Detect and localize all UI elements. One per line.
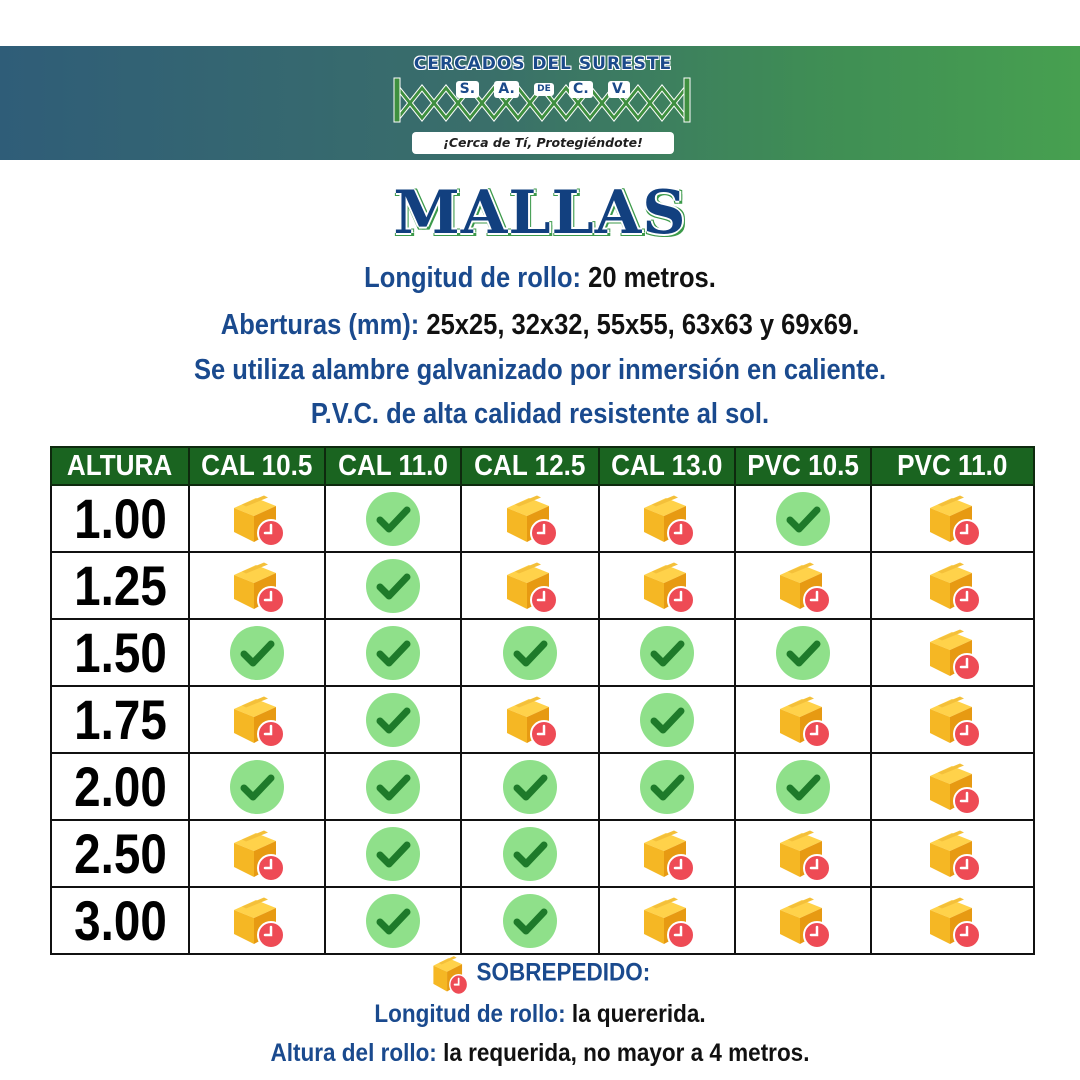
altura-cell: 1.25 [51,552,189,619]
availability-cell [871,485,1034,552]
altura-cell: 2.00 [51,753,189,820]
box-clock-icon [924,624,982,682]
box-clock-icon [924,691,982,749]
availability-cell [189,485,325,552]
table-row [51,753,1034,820]
info-label: Aberturas (mm): [220,309,420,341]
availability-cell [325,753,461,820]
availability-cell [325,619,461,686]
availability-cell [461,820,599,887]
availability-cell [871,686,1034,753]
box-clock-icon [228,490,286,548]
legend-value: la quererida. [571,1000,706,1028]
page-title: MALLAS [393,178,687,248]
box-clock-icon [638,557,696,615]
header-cal-13-0: CAL 13.0 [599,447,735,485]
box-clock-icon [774,691,832,749]
box-clock-icon [924,490,982,548]
availability-cell [461,552,599,619]
box-clock-icon [501,557,559,615]
availability-cell [461,887,599,954]
availability-cell [461,485,599,552]
info-label: P.V.C. de alta calidad resistente al sol. [310,398,770,430]
table-row [51,686,1034,753]
box-clock-icon [228,691,286,749]
availability-cell [461,753,599,820]
info-label: Longitud de rollo: [364,262,582,294]
legend-line-roll-length [54,1000,1026,1029]
box-clock-icon [924,825,982,883]
availability-cell [599,552,735,619]
availability-cell [189,619,325,686]
legend-title-line [54,952,1026,996]
altura-cell: 1.00 [51,485,189,552]
check-circle-icon [364,624,422,682]
box-clock-icon [774,557,832,615]
table-row [51,887,1034,954]
legend-value: la requerida, no mayor a 4 metros. [443,1039,810,1067]
check-circle-icon [501,758,559,816]
legend-title: SOBREPEDIDO: [476,958,651,987]
logo-letter-de: DE [534,83,554,96]
availability-cell [189,686,325,753]
availability-cell [325,686,461,753]
legend-label: Longitud de rollo: [374,1000,566,1028]
altura-cell: 3.00 [51,887,189,954]
availability-cell [871,887,1034,954]
logo-slogan: ¡Cerca de Tí, Protegiéndote! [412,132,674,154]
box-clock-icon [774,892,832,950]
box-clock-icon [638,825,696,883]
header-pvc-11-0: PVC 11.0 [871,447,1034,485]
check-circle-icon [364,892,422,950]
availability-cell [871,753,1034,820]
check-circle-icon [638,624,696,682]
check-circle-icon [364,557,422,615]
info-label: Se utiliza alambre galvanizado por inmersión en caliente. [193,354,887,386]
header-cal-12-5: CAL 12.5 [461,447,599,485]
check-circle-icon [364,825,422,883]
check-circle-icon [774,758,832,816]
availability-cell [735,686,871,753]
box-clock-icon [924,557,982,615]
availability-cell [325,887,461,954]
info-line-roll-length [65,262,1015,295]
box-clock-icon [228,557,286,615]
availability-cell [599,887,735,954]
altura-cell: 1.50 [51,619,189,686]
box-clock-icon [638,892,696,950]
info-line-pvc [65,398,1015,431]
header-cal-10-5: CAL 10.5 [189,447,325,485]
availability-cell [871,619,1034,686]
header-altura: ALTURA [51,447,189,485]
logo-letter-v: V. [608,81,630,98]
availability-cell [735,619,871,686]
legend-label: Altura del rollo: [270,1039,437,1067]
box-clock-icon [924,892,982,950]
availability-cell [599,820,735,887]
logo-company-name: CERCADOS DEL SURESTE [413,54,673,74]
check-circle-icon [774,624,832,682]
check-circle-icon [501,624,559,682]
box-clock-icon [228,892,286,950]
company-logo [388,52,698,156]
box-clock-icon [774,825,832,883]
box-clock-icon [501,490,559,548]
check-circle-icon [364,691,422,749]
check-circle-icon [228,624,286,682]
box-clock-icon [228,825,286,883]
availability-cell [735,820,871,887]
availability-cell [189,753,325,820]
header-pvc-10-5: PVC 10.5 [735,447,871,485]
availability-cell [599,686,735,753]
header-cal-11-0: CAL 11.0 [325,447,461,485]
check-circle-icon [774,490,832,548]
availability-cell [325,820,461,887]
logo-letter-c: C. [569,81,593,98]
availability-cell [735,753,871,820]
check-circle-icon [638,691,696,749]
availability-cell [189,552,325,619]
logo-letter-s: S. [456,81,479,98]
availability-cell [735,485,871,552]
table-body [51,485,1034,954]
availability-cell [871,552,1034,619]
info-value: 25x25, 32x32, 55x55, 63x63 y 69x69. [426,309,860,341]
table-header-row [51,447,1034,485]
availability-cell [599,753,735,820]
availability-cell [461,619,599,686]
table-row [51,552,1034,619]
availability-cell [599,485,735,552]
availability-cell [189,887,325,954]
check-circle-icon [364,490,422,548]
table-row [51,485,1034,552]
logo-letter-a: A. [494,81,518,98]
table-row [51,820,1034,887]
info-value: 20 metros. [588,262,716,294]
check-circle-icon [501,892,559,950]
check-circle-icon [228,758,286,816]
box-clock-icon [924,758,982,816]
info-line-galvanized [65,354,1015,387]
availability-cell [735,552,871,619]
box-clock-icon [501,691,559,749]
box-clock-icon [430,952,470,996]
table-row [51,619,1034,686]
availability-cell [189,820,325,887]
legend-line-roll-height [54,1039,1026,1068]
availability-cell [871,820,1034,887]
altura-cell: 1.75 [51,686,189,753]
availability-cell [599,619,735,686]
altura-cell: 2.50 [51,820,189,887]
availability-cell [735,887,871,954]
check-circle-icon [364,758,422,816]
check-circle-icon [638,758,696,816]
availability-cell [325,552,461,619]
availability-cell [461,686,599,753]
logo-legal-suffix [448,79,638,99]
availability-table [50,446,1035,955]
box-clock-icon [638,490,696,548]
check-circle-icon [501,825,559,883]
availability-cell [325,485,461,552]
info-line-openings [65,309,1015,342]
